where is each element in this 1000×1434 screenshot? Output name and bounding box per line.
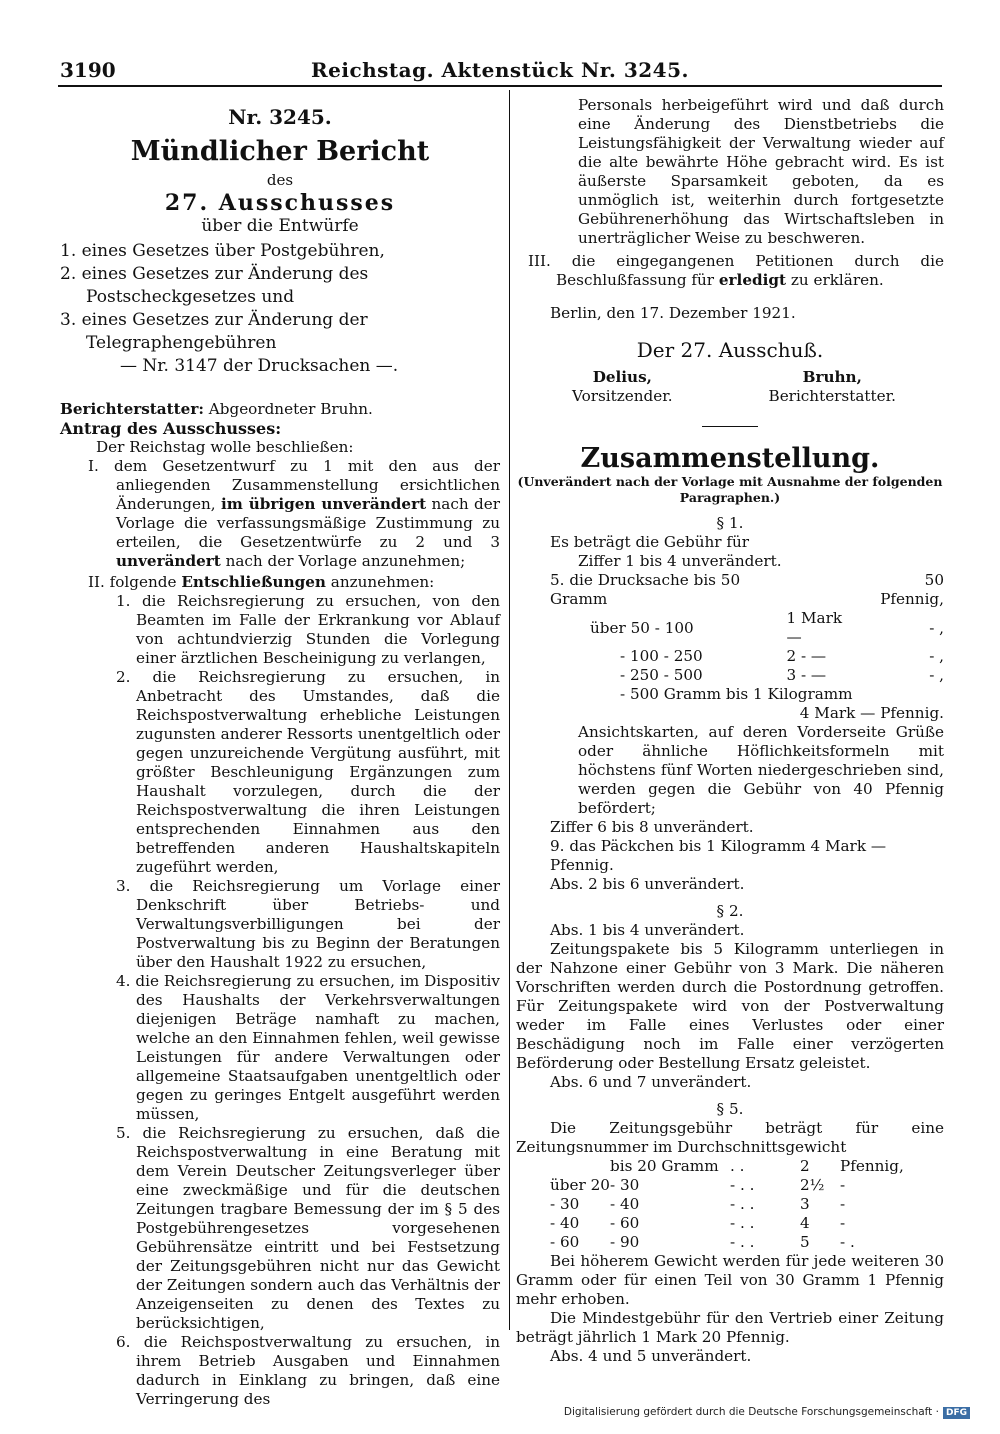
resolution-item: 5. die Reichsregierung zu ersuchen, daß die Reichspostverwaltung in eine Beratung mit dem Verein Deutscher Zeitungsverleger über eine zweckmäßige und für die deutschen Zeitungen tragbare Bemessung der im § 5 des Postgebührengesetzes vorgesehenen Gebührensätze eintritt und bei Festsetzung der Zeitungsgebühren nicht nur das Gewicht der Zeitungen sondern auch das Verhältnis der Anzeigenseiten zu denen des Textes zu berücksichtigen,: [116, 1124, 500, 1332]
tariff-cell: - 100 - 250: [620, 647, 703, 665]
rapporteur-name: Abgeordneter Bruhn.: [208, 400, 373, 418]
fee-cell: über 20: [550, 1176, 610, 1194]
zeitungsgebuehr-text: Die Zeitungsgebühr beträgt für eine Zeitungsnummer im Durchschnittsgewicht: [516, 1119, 944, 1156]
section-1-ziffer-9: 9. das Päckchen bis 1 Kilogramm 4 Mark — Pfennig.: [550, 837, 887, 874]
rapporteur-sig-role: Berichterstatter.: [768, 387, 896, 405]
fee-cell: - 40: [610, 1195, 640, 1213]
fee-cell: . .: [730, 1157, 745, 1175]
chair-name: Delius,: [592, 368, 652, 386]
drafts-intro: über die Entwürfe: [201, 216, 359, 236]
fee-cell: 2: [800, 1157, 810, 1175]
hoeheres-gewicht-text: Bei höherem Gewicht werden für jede weiteren 30 Gramm oder für einen Teil von 30 Gramm 1 Pfennig mehr erhoben.: [516, 1252, 944, 1308]
section-2-abs-6-7: Abs. 6 und 7 unverändert.: [550, 1073, 752, 1091]
fee-cell: Pfennig,: [840, 1157, 904, 1175]
footer-text: Digitalisierung gefördert durch die Deutsche Forschungsgemeinschaft ·: [563, 1406, 939, 1418]
motion-heading: Antrag des Ausschusses:: [60, 419, 282, 438]
motion-i-text-1: I. dem Gesetzentwurf zu 1 mit den aus der anliegenden Zusammenstellung ersichtlichen Änderungen,: [88, 457, 500, 513]
fee-cell: - 60: [550, 1233, 580, 1251]
tariff-cell: - ,: [929, 647, 944, 665]
motion-ii-text-1: II. folgende: [88, 573, 177, 591]
resolution-item: 1. die Reichsregierung zu ersuchen, von den Beamten im Falle der Erkrankung vor Ablauf von achtundvierzig Stunden die Vorlegung einer ärztlichen Bescheinigung zu verlangen,: [116, 592, 500, 667]
resolution-item: 4. die Reichsregierung zu ersuchen, im Dispositiv des Haushalts der Verkehrsverwaltungen diejenigen Beträge namhaft zu machen, welche an den Einnahmen fehlen, weil gewisse Leistungen für andere Verwaltungen oder allgemeine Staatsaufgaben unentgeltlich oder gegen zu geringes Entgelt ausgeführt werden müssen,: [116, 972, 500, 1123]
section-1-abs-2-6: Abs. 2 bis 6 unverändert.: [550, 875, 745, 893]
rapporteur-line: [60, 400, 500, 419]
resolution-item: 3. die Reichsregierung um Vorlage einer Denkschrift über Betriebs- und Verwaltungsverbilligungen bei der Postverwaltung bis zu Beginn der Beratungen über den Haushalt 1922 zu ersuchen,: [116, 877, 500, 971]
tariff-cell: - ,: [929, 618, 944, 637]
place-date: Berlin, den 17. Dezember 1921.: [550, 304, 796, 322]
motion-iii-emphasis: erledigt: [718, 271, 787, 289]
motion-iii-text-2: zu erklären.: [790, 271, 884, 289]
section-1-heading: § 1.: [716, 514, 744, 532]
tariff-cell: 1 Mark —: [786, 609, 843, 646]
dfg-logo: DFG: [943, 1407, 970, 1419]
section-1-ziffer-6-8: Ziffer 6 bis 8 unverändert.: [550, 818, 754, 836]
table-row: [550, 704, 944, 723]
fee-cell: - 40: [550, 1214, 580, 1232]
ansichtskarten-text: Ansichtskarten, auf deren Vorderseite Grüße oder ähnliche Höflichkeitsformeln mit höchstens fünf Worten niedergeschrieben sind, werden gegen die Gebühr von 40 Pfennig befördert;: [578, 723, 944, 817]
tariff-cell: - 250 - 500: [620, 666, 703, 684]
tariff-cell: 5. die Drucksache bis 50 Gramm: [550, 571, 741, 608]
fee-cell: - 60: [610, 1214, 640, 1232]
section-5-heading: § 5.: [716, 1100, 744, 1118]
right-column: [516, 96, 944, 1366]
section-1-ziffer-1-4: Ziffer 1 bis 4 unverändert.: [578, 552, 782, 570]
signature-rapporteur: [769, 368, 896, 406]
tariff-cell: 50 Pfennig,: [880, 571, 944, 608]
motion-item-ii: [88, 573, 500, 592]
fee-cell: - 90: [610, 1233, 640, 1251]
fee-cell: - 30: [550, 1195, 580, 1213]
newspaper-fee-table: [550, 1157, 910, 1252]
title-des: des: [266, 171, 294, 189]
fee-cell: [550, 1157, 610, 1176]
table-row: [550, 666, 944, 685]
draft-item: 2. eines Gesetzes zur Änderung des Postscheckgesetzes und: [60, 264, 369, 307]
table-row: [550, 647, 944, 666]
motion-i-emphasis-2: unverändert: [116, 552, 221, 570]
table-row: [550, 1176, 910, 1195]
motion-ii-emphasis: Entschließungen: [181, 573, 326, 591]
page-number: 3190: [60, 58, 116, 82]
fee-cell: - . .: [730, 1214, 755, 1232]
tariff-cell: [786, 571, 858, 609]
left-column: [60, 96, 500, 1409]
draft-item: 1. eines Gesetzes über Postgebühren,: [60, 241, 385, 261]
motion-intro: Der Reichstag wolle beschließen:: [96, 438, 354, 456]
resolution-continuation: Personals herbeigeführt wird und daß durch eine Änderung des Dienstbetriebs die Leistungsfähigkeit der Verwaltung wieder auf die alte bewährte Höhe gebracht wird. Es ist äußerste Sparsamkeit geboten, da es unmöglich ist, weiterhin durch fortgesetzte Gebührenerhöhung das Wirtschaftsleben in unerträglicher Weise zu beschweren.: [578, 96, 944, 247]
table-row: [550, 1214, 910, 1233]
running-title: Reichstag. Aktenstück Nr. 3245.: [311, 58, 689, 82]
tariff-cell: 4 Mark — Pfennig.: [799, 704, 944, 722]
table-row: [550, 685, 944, 704]
tariff-cell: 3 - —: [786, 666, 827, 684]
motion-item-iii: [516, 252, 944, 290]
resolutions-list: [60, 592, 500, 1409]
header-rule: [58, 85, 942, 87]
fee-cell: - .: [840, 1233, 855, 1251]
fee-cell: 2½: [800, 1176, 825, 1194]
resolution-item: 6. die Reichspostverwaltung zu ersuchen, in ihrem Betrieb Ausgaben und Einnahmen dadurch in Einklang zu bringen, daß eine Verringerung des: [116, 1333, 500, 1408]
section-2-abs-1-4: Abs. 1 bis 4 unverändert.: [550, 921, 745, 939]
fee-cell: -: [840, 1214, 846, 1232]
column-divider: [509, 90, 510, 1330]
tariff-cell: 2 - —: [786, 647, 827, 665]
compilation-subtitle: (Unverändert nach der Vorlage mit Ausnahme der folgenden Paragraphen.): [517, 474, 943, 505]
fee-cell: 5: [800, 1233, 810, 1251]
fee-cell: -: [840, 1176, 846, 1194]
mindestgebuehr-text: Die Mindestgebühr für den Vertrieb einer Zeitung beträgt jährlich 1 Mark 20 Pfennig.: [516, 1309, 944, 1346]
fee-cell: - 30: [610, 1176, 640, 1194]
table-row: [550, 1195, 910, 1214]
fee-cell: - . .: [730, 1233, 755, 1251]
table-row: [550, 1157, 910, 1176]
fee-cell: -: [840, 1195, 846, 1213]
motion-i-text-2: nach der Vorlage die verfassungsmäßige Zustimmung zu erteilen, die Gesetzentwürfe zu 2 und 3: [116, 495, 500, 551]
motion-item-i: [88, 457, 500, 571]
table-row: [550, 1233, 910, 1252]
section-divider: [702, 426, 758, 427]
report-title: Mündlicher Bericht: [130, 136, 430, 167]
section-2-heading: § 2.: [716, 902, 744, 920]
resolution-item: 2. die Reichsregierung zu ersuchen, in Anbetracht des Umstandes, daß die Reichspostverwaltung erhebliche Leistungen zugunsten anderer Ressorts unentgeltlich oder gegen unzureichende Vergütung ausführt, mit größter Beschleunigung Ergänzungen zum Haushalt vorzulegen, durch die der Reichspostverwaltung die ihren Leistungen entsprechenden Einnahmen aus den betreffenden anderen Haushaltskapiteln zugeführt werden,: [116, 668, 500, 876]
motion-iii-text-1: III. die eingegangenen Petitionen durch die Beschlußfassung für: [528, 252, 944, 289]
compilation-title: Zusammenstellung.: [580, 443, 880, 474]
rapporteur-sig-name: Bruhn,: [802, 368, 862, 386]
table-row: [550, 571, 944, 609]
section-1-intro: Es beträgt die Gebühr für: [550, 533, 750, 551]
page-header: [58, 58, 942, 84]
signature-chair: [572, 368, 673, 406]
fee-cell: 3: [800, 1195, 810, 1213]
tariff-cell: - ,: [929, 666, 944, 684]
committee-heading: 27. Ausschusses: [164, 190, 396, 216]
fee-cell: - . .: [730, 1176, 755, 1194]
rapporteur-label: Berichterstatter:: [60, 400, 204, 418]
fee-cell: bis 20 Gramm: [610, 1157, 719, 1175]
zeitungspakete-text: Zeitungspakete bis 5 Kilogramm unterliegen in der Nahzone einer Gebühr von 3 Mark. Die näheren Vorschriften werden durch die Postordnung getroffen. Für Zeitungspakete wird von der Postverwaltung weder im Falle eines Verlustes oder einer Beschädigung noch im Falle einer verzögerten Beförderung oder Bestellung Ersatz geleistet.: [516, 940, 944, 1072]
drafts-list: [60, 240, 500, 355]
section-5-abs-4-5: Abs. 4 und 5 unverändert.: [550, 1347, 752, 1365]
drucksache-tariff-table: [550, 571, 944, 723]
digitization-footer: [564, 1406, 970, 1419]
motion-ii-text-2: anzunehmen:: [330, 573, 435, 591]
signatures: [516, 368, 944, 406]
tariff-cell: - 500 Gramm bis 1 Kilogramm: [620, 685, 853, 703]
drucksachen-reference: — Nr. 3147 der Drucksachen —.: [120, 356, 399, 376]
draft-item: 3. eines Gesetzes zur Änderung der Telegraphengebühren: [60, 310, 368, 353]
fee-cell: - . .: [730, 1195, 755, 1213]
committee-signature-heading: Der 27. Ausschuß.: [636, 338, 824, 362]
table-row: [550, 609, 944, 647]
motion-i-emphasis-1: im übrigen unverändert: [221, 495, 427, 513]
tariff-cell: über 50 - 100: [590, 618, 694, 637]
chair-role: Vorsitzender.: [572, 387, 673, 405]
document-number: Nr. 3245.: [228, 105, 332, 129]
fee-cell: 4: [800, 1214, 810, 1232]
motion-i-text-3: nach der Vorlage anzunehmen;: [225, 552, 466, 570]
